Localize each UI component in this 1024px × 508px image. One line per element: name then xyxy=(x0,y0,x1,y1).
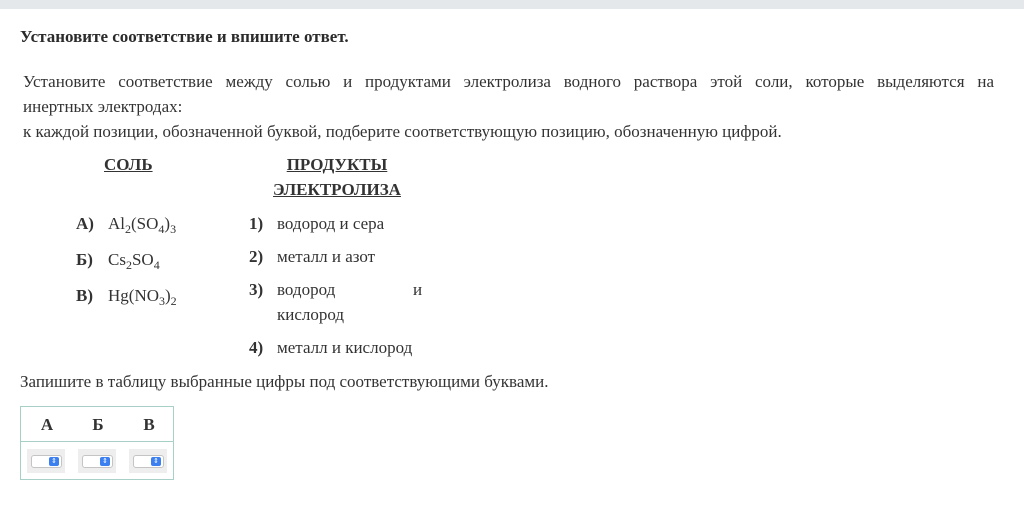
answer-table xyxy=(20,406,174,480)
formula: $Hg(NO_3)_2$ xyxy=(108,286,177,308)
salt-item-label: Б) xyxy=(76,250,93,269)
products-column-header xyxy=(262,152,412,202)
product-item-text: водород и сера xyxy=(277,214,385,233)
answer-table-header xyxy=(21,407,173,442)
updown-chevron-icon[interactable]: ⇕ xyxy=(100,457,110,466)
task-heading: Установите соответствие и впишите ответ. xyxy=(20,27,349,46)
task-line-1: Установите соответствие между солью и продуктами электролиза водного раствора этой соли, которые выделяются на xyxy=(23,72,994,91)
salt-column-header: СОЛЬ xyxy=(104,155,153,174)
product-item-2 xyxy=(249,244,375,269)
answer-header-b: Б xyxy=(92,415,104,434)
answer-header-a: А xyxy=(40,415,54,434)
salt-item-label: В) xyxy=(76,286,93,305)
answer-select-a[interactable] xyxy=(27,449,65,473)
answer-select-c[interactable] xyxy=(129,449,167,473)
top-bar xyxy=(0,0,1024,9)
salt-item-c xyxy=(76,283,177,308)
answer-select-b[interactable] xyxy=(78,449,116,473)
products-header-line2: ЭЛЕКТРОЛИЗА xyxy=(273,180,401,199)
product-item-3 xyxy=(249,277,335,302)
formula: $Al_2(SO_4)_3$ xyxy=(108,214,177,236)
answer-header-c: В xyxy=(143,415,155,434)
salt-item-a xyxy=(76,211,176,236)
product-item-3-cont: кислород xyxy=(277,305,345,324)
product-item-label: 4) xyxy=(249,338,264,357)
task-line-3: к каждой позиции, обозначенной буквой, подберите соответствующую позицию, обозначенную цифрой. xyxy=(23,122,782,141)
product-item-3-conj: и xyxy=(413,280,423,299)
salt-item-label: А) xyxy=(76,214,94,233)
select-box[interactable] xyxy=(31,455,62,468)
product-item-text: металл и кислород xyxy=(277,338,413,357)
product-item-text: водород xyxy=(277,280,336,299)
product-item-label: 1) xyxy=(249,214,264,233)
updown-chevron-icon[interactable]: ⇕ xyxy=(151,457,161,466)
select-box[interactable] xyxy=(82,455,113,468)
products-header-line1: ПРОДУКТЫ xyxy=(286,155,388,174)
product-item-text: металл и азот xyxy=(277,247,376,266)
salt-item-b xyxy=(76,247,160,272)
task-description xyxy=(23,69,994,144)
product-item-label: 3) xyxy=(249,280,264,299)
product-item-label: 2) xyxy=(249,247,264,266)
answer-instruction: Запишите в таблицу выбранные цифры под соответствующими буквами. xyxy=(20,372,549,391)
task-line-2: инертных электродах: xyxy=(23,97,183,116)
updown-chevron-icon[interactable]: ⇕ xyxy=(49,457,59,466)
select-box[interactable] xyxy=(133,455,164,468)
product-item-1 xyxy=(249,211,384,236)
product-item-4 xyxy=(249,335,412,360)
formula: $Cs_2SO_4$ xyxy=(108,250,160,272)
